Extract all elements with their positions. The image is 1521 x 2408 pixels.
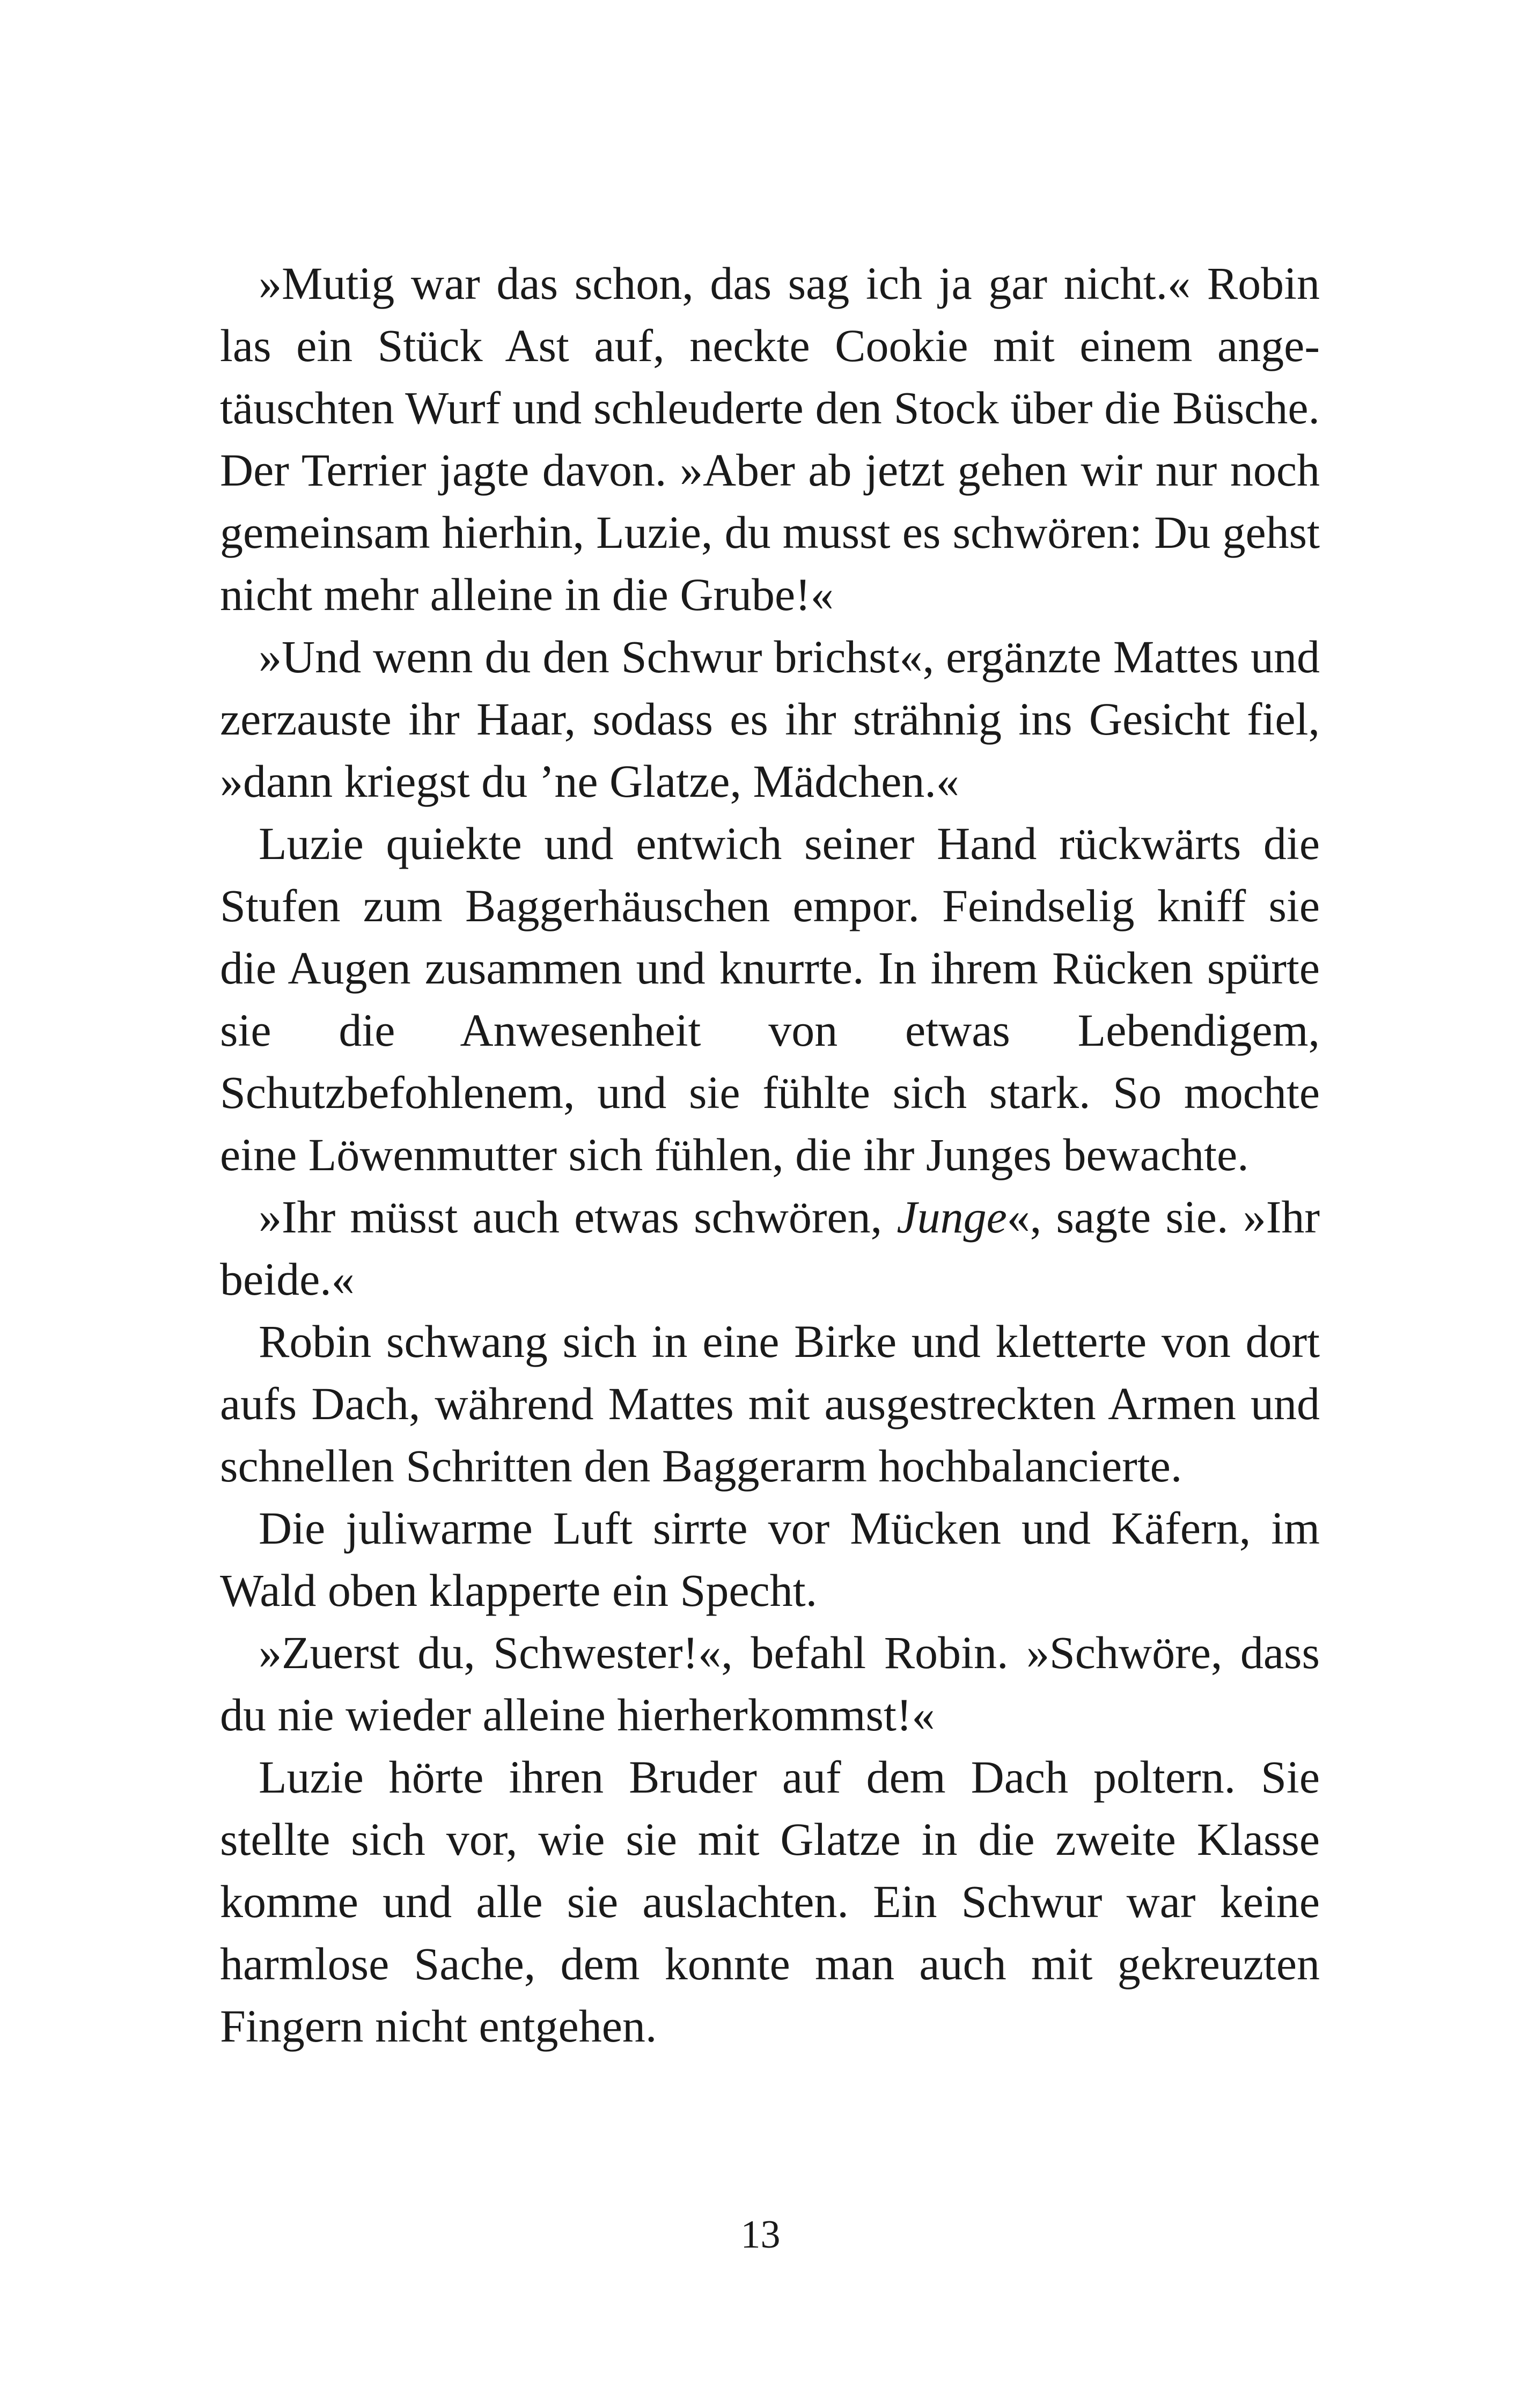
paragraph: Luzie quiekte und entwich seiner Hand rückwärts die Stufen zum Baggerhäuschen empor. Feindselig kniff sie die Augen zusammen und knurrte. In ihrem Rücken spürte sie die Anwesenheit von etwas Lebendigem, Schutzbefohlenem, und sie fühlte sich stark. So mochte eine Löwenmutter sich fühlen, die ihr Junges bewachte. <box>220 818 1320 1180</box>
paragraph <box>220 1186 1320 1310</box>
paragraph: »Mutig war das schon, das sag ich ja gar nicht.« Robin las ein Stück Ast auf, neckte Cookie mit einem angetäuschten Wurf und schleuderte den Stock über die Büsche. Der Terrier jagte davon. »Aber ab jetzt gehen wir nur noch gemeinsam hierhin, Luzie, du musst es schwören: Du gehst nicht mehr alleine in die Grube!« <box>220 258 1320 620</box>
paragraph: Robin schwang sich in eine Birke und kletterte von dort aufs Dach, während Mattes mit ausgestreckten Armen und schnellen Schritten den Baggerarm hochbalancierte. <box>220 1316 1320 1492</box>
paragraph: »Und wenn du den Schwur brichst«, ergänzte Mattes und zerzauste ihr Haar, sodass es ihr strähnig ins Gesicht fiel, »dann kriegst du ’ne Glatze, Mädchen.« <box>220 631 1320 807</box>
paragraph-text: »Ihr müsst auch etwas schwören, <box>259 1191 897 1243</box>
body-text <box>220 252 1320 2057</box>
page-number: 13 <box>740 2213 781 2257</box>
paragraph: Luzie hörte ihren Bruder auf dem Dach poltern. Sie stellte sich vor, wie sie mit Glatze in die zweite Klasse komme und alle sie auslachten. Ein Schwur war keine harmlose Sache, dem konnte man auch mit gekreuzten Fingern nicht entgehen. <box>220 1751 1320 2052</box>
paragraph-text: «, sagte sie. »Ihr beide.« <box>220 1191 1320 1305</box>
paragraph: »Zuerst du, Schwester!«, befahl Robin. »Schwöre, dass du nie wieder alleine hierherkommst!« <box>220 1627 1320 1741</box>
emphasized-word: Junge <box>897 1191 1007 1243</box>
paragraph: Die juliwarme Luft sirrte vor Mücken und Käfern, im Wald oben klapperte ein Specht. <box>220 1502 1320 1616</box>
